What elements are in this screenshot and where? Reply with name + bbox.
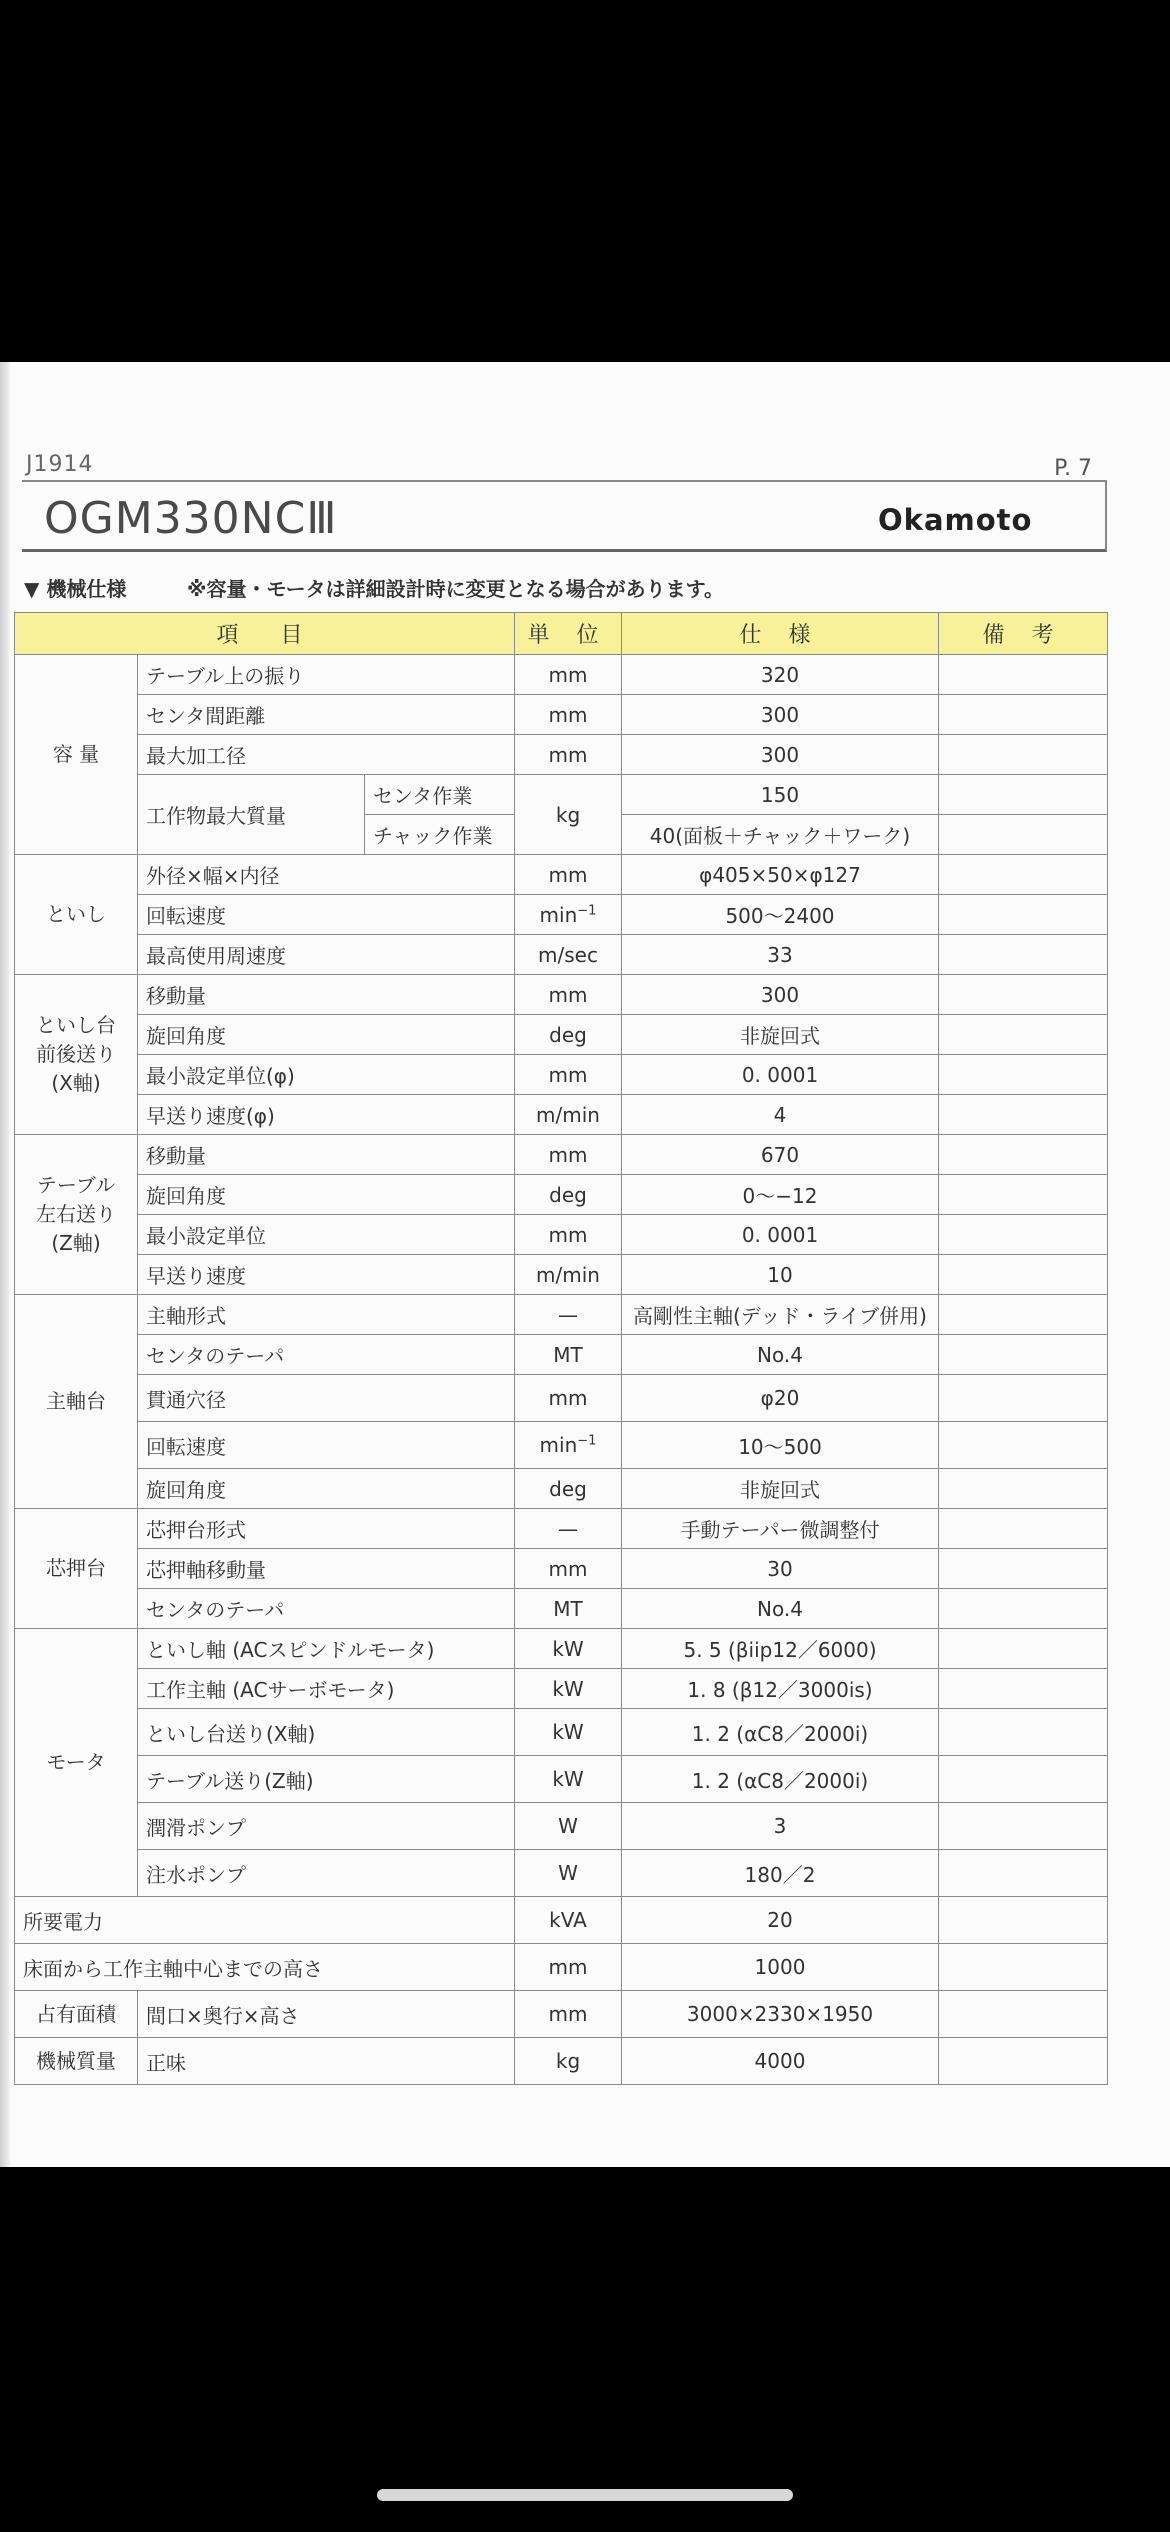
item-label: 最小設定単位 — [138, 1215, 515, 1255]
table-row — [15, 1469, 1108, 1509]
table-row — [15, 1135, 1108, 1175]
item-label: センタのテーパ — [138, 1589, 515, 1629]
spec-value: 300 — [622, 695, 939, 735]
section-heading: ▼ 機械仕様 — [24, 577, 127, 601]
table-row — [15, 1422, 1108, 1469]
unit-cell: mm — [515, 1135, 622, 1175]
remarks-cell — [939, 1803, 1108, 1850]
spec-value: 0. 0001 — [622, 1215, 939, 1255]
item-label: 旋回角度 — [138, 1469, 515, 1509]
table-row — [15, 775, 1108, 815]
remarks-cell — [939, 1944, 1108, 1991]
home-indicator[interactable] — [377, 2489, 793, 2501]
remarks-cell — [939, 855, 1108, 895]
item-label: 最小設定単位(φ) — [138, 1055, 515, 1095]
unit-superscript: −1 — [577, 902, 597, 918]
item-label: 貫通穴径 — [138, 1375, 515, 1422]
item-label: 移動量 — [138, 975, 515, 1015]
table-row — [15, 1589, 1108, 1629]
remarks-cell — [939, 1095, 1108, 1135]
remarks-cell — [939, 1991, 1108, 2038]
table-row — [15, 1850, 1108, 1897]
remarks-cell — [939, 1850, 1108, 1897]
spec-value: 33 — [622, 935, 939, 975]
table-row — [15, 1944, 1108, 1991]
spec-value: φ405×50×φ127 — [622, 855, 939, 895]
item-label: といし軸 (ACスピンドルモータ) — [138, 1629, 515, 1669]
table-row — [15, 1215, 1108, 1255]
group-label: 占有面積 — [15, 1991, 138, 2038]
table-row — [15, 1175, 1108, 1215]
item-label: 早送り速度 — [138, 1255, 515, 1295]
item-label: 主軸形式 — [138, 1295, 515, 1335]
remarks-cell — [939, 1669, 1108, 1709]
remarks-cell — [939, 1295, 1108, 1335]
brand-logo: Okamoto — [878, 503, 1033, 537]
item-label: 回転速度 — [138, 1422, 515, 1469]
remarks-cell — [939, 2038, 1108, 2085]
spec-value: No.4 — [622, 1589, 939, 1629]
item-label: 回転速度 — [138, 895, 515, 935]
spec-value: 500～2400 — [622, 895, 939, 935]
spec-value: 300 — [622, 735, 939, 775]
table-row — [15, 1549, 1108, 1589]
remarks-cell — [939, 1255, 1108, 1295]
unit-base: min — [539, 1433, 578, 1457]
spec-value: 0～−12 — [622, 1175, 939, 1215]
item-label: 間口×奥行×高さ — [138, 1991, 515, 2038]
unit-cell: m/min — [515, 1255, 622, 1295]
unit-cell — [515, 895, 622, 935]
spec-value: 高剛性主軸(デッド・ライブ併用) — [622, 1295, 939, 1335]
remarks-cell — [939, 1549, 1108, 1589]
header-spec: 仕 様 — [622, 613, 939, 655]
table-row — [15, 1255, 1108, 1295]
unit-cell: m/sec — [515, 935, 622, 975]
model-name: OGM330NCⅢ — [44, 493, 338, 544]
remarks-cell — [939, 1469, 1108, 1509]
header-item: 項 目 — [15, 613, 515, 655]
unit-cell: kg — [515, 775, 622, 855]
spec-value: 10～500 — [622, 1422, 939, 1469]
spec-value: 10 — [622, 1255, 939, 1295]
item-label: 最大加工径 — [138, 735, 515, 775]
remarks-cell — [939, 1175, 1108, 1215]
item-label: 潤滑ポンプ — [138, 1803, 515, 1850]
table-row — [15, 975, 1108, 1015]
item-label: テーブル送り(Z軸) — [138, 1756, 515, 1803]
table-row — [15, 1897, 1108, 1944]
unit-cell: mm — [515, 655, 622, 695]
item-label: 注水ポンプ — [138, 1850, 515, 1897]
item-label: 工作主軸 (ACサーボモータ) — [138, 1669, 515, 1709]
unit-cell: mm — [515, 1215, 622, 1255]
item-label: といし台送り(X軸) — [138, 1709, 515, 1756]
spec-value: 1. 2 (αC8／2000i) — [622, 1756, 939, 1803]
sub-item-label: センタ作業 — [365, 775, 515, 815]
unit-cell: kW — [515, 1756, 622, 1803]
table-row — [15, 935, 1108, 975]
table-row — [15, 1669, 1108, 1709]
remarks-cell — [939, 1135, 1108, 1175]
spec-value: 1. 2 (αC8／2000i) — [622, 1709, 939, 1756]
remarks-cell — [939, 1422, 1108, 1469]
unit-cell: MT — [515, 1335, 622, 1375]
spec-value: 3000×2330×1950 — [622, 1991, 939, 2038]
unit-cell: mm — [515, 1055, 622, 1095]
remarks-cell — [939, 1215, 1108, 1255]
spec-value: 4000 — [622, 2038, 939, 2085]
spec-value: φ20 — [622, 1375, 939, 1422]
group-label: といし — [15, 855, 138, 975]
table-row — [15, 655, 1108, 695]
spec-value: 5. 5 (βiip12／6000) — [622, 1629, 939, 1669]
unit-cell: kW — [515, 1669, 622, 1709]
remarks-cell — [939, 1335, 1108, 1375]
item-label: テーブル上の振り — [138, 655, 515, 695]
table-row — [15, 1095, 1108, 1135]
spec-value: 150 — [622, 775, 939, 815]
spec-value: 1000 — [622, 1944, 939, 1991]
unit-cell: deg — [515, 1175, 622, 1215]
group-label-line: (X軸) — [51, 1071, 101, 1095]
unit-cell: — — [515, 1295, 622, 1335]
remarks-cell — [939, 815, 1108, 855]
remarks-cell — [939, 1015, 1108, 1055]
item-label: 旋回角度 — [138, 1015, 515, 1055]
table-row — [15, 1756, 1108, 1803]
unit-cell — [515, 1422, 622, 1469]
table-row — [15, 695, 1108, 735]
group-label — [15, 1135, 138, 1295]
item-label: 移動量 — [138, 1135, 515, 1175]
spec-value: 手動テーパー微調整付 — [622, 1509, 939, 1549]
unit-base: min — [539, 902, 578, 927]
spec-value: 非旋回式 — [622, 1469, 939, 1509]
item-label: 所要電力 — [15, 1897, 515, 1944]
page-edge-shadow — [0, 362, 10, 2167]
item-label: 早送り速度(φ) — [138, 1095, 515, 1135]
spec-value: 300 — [622, 975, 939, 1015]
header-row — [15, 613, 1108, 655]
unit-cell: — — [515, 1509, 622, 1549]
remarks-cell — [939, 1509, 1108, 1549]
section-note: ※容量・モータは詳細設計時に変更となる場合があります。 — [187, 577, 725, 601]
group-label-line: (Z軸) — [51, 1231, 101, 1255]
table-row — [15, 1509, 1108, 1549]
table-row — [15, 1991, 1108, 2038]
spec-value: 3 — [622, 1803, 939, 1850]
remarks-cell — [939, 1375, 1108, 1422]
group-label-line: といし台 — [36, 1013, 116, 1037]
unit-cell: kVA — [515, 1897, 622, 1944]
unit-cell: MT — [515, 1589, 622, 1629]
item-label: 芯押軸移動量 — [138, 1549, 515, 1589]
spec-value: 670 — [622, 1135, 939, 1175]
group-label: 機械質量 — [15, 2038, 138, 2085]
remarks-cell — [939, 975, 1108, 1015]
item-label: 最高使用周速度 — [138, 935, 515, 975]
spec-value: 0. 0001 — [622, 1055, 939, 1095]
unit-cell: deg — [515, 1015, 622, 1055]
spec-value: 1. 8 (β12／3000is) — [622, 1669, 939, 1709]
remarks-cell — [939, 775, 1108, 815]
remarks-cell — [939, 1756, 1108, 1803]
unit-cell: W — [515, 1803, 622, 1850]
header-unit: 単 位 — [515, 613, 622, 655]
unit-cell: m/min — [515, 1095, 622, 1135]
remarks-cell — [939, 895, 1108, 935]
table-row — [15, 1015, 1108, 1055]
unit-cell: kg — [515, 2038, 622, 2085]
group-label: 主軸台 — [15, 1295, 138, 1509]
group-label: 芯押台 — [15, 1509, 138, 1629]
table-row — [15, 855, 1108, 895]
spec-table — [14, 612, 1108, 2085]
item-label: 芯押台形式 — [138, 1509, 515, 1549]
item-label: 床面から工作主軸中心までの高さ — [15, 1944, 515, 1991]
header-remarks: 備 考 — [939, 613, 1108, 655]
unit-cell: mm — [515, 975, 622, 1015]
spec-value: 非旋回式 — [622, 1015, 939, 1055]
unit-cell: deg — [515, 1469, 622, 1509]
remarks-cell — [939, 695, 1108, 735]
unit-cell: mm — [515, 1375, 622, 1422]
group-label-line: テーブル — [36, 1173, 116, 1197]
remarks-cell — [939, 1629, 1108, 1669]
remarks-cell — [939, 735, 1108, 775]
remarks-cell — [939, 935, 1108, 975]
spec-value: 40(面板＋チャック＋ワーク) — [622, 815, 939, 855]
item-label: 工作物最大質量 — [138, 775, 365, 855]
unit-cell: mm — [515, 1549, 622, 1589]
spec-value: No.4 — [622, 1335, 939, 1375]
unit-superscript: −1 — [577, 1433, 597, 1449]
page-number: P. 7 — [1054, 456, 1092, 481]
spec-value: 180／2 — [622, 1850, 939, 1897]
table-row — [15, 1055, 1108, 1095]
remarks-cell — [939, 1589, 1108, 1629]
spec-value: 4 — [622, 1095, 939, 1135]
table-row — [15, 1295, 1108, 1335]
unit-cell: mm — [515, 1944, 622, 1991]
table-row — [15, 1709, 1108, 1756]
unit-cell: kW — [515, 1629, 622, 1669]
item-label: センタのテーパ — [138, 1335, 515, 1375]
table-row — [15, 1629, 1108, 1669]
table-row — [15, 1335, 1108, 1375]
group-label: 容 量 — [15, 655, 138, 855]
item-label: センタ間距離 — [138, 695, 515, 735]
spec-value: 320 — [622, 655, 939, 695]
group-label: モータ — [15, 1629, 138, 1897]
spec-value: 20 — [622, 1897, 939, 1944]
group-label-line: 左右送り — [36, 1202, 116, 1226]
group-label — [15, 975, 138, 1135]
table-row — [15, 2038, 1108, 2085]
remarks-cell — [939, 1709, 1108, 1756]
remarks-cell — [939, 655, 1108, 695]
unit-cell: mm — [515, 855, 622, 895]
unit-cell: kW — [515, 1709, 622, 1756]
item-label: 外径×幅×内径 — [138, 855, 515, 895]
table-row — [15, 1803, 1108, 1850]
item-label: 正味 — [138, 2038, 515, 2085]
unit-cell: mm — [515, 695, 622, 735]
item-label: 旋回角度 — [138, 1175, 515, 1215]
unit-cell: mm — [515, 1991, 622, 2038]
remarks-cell — [939, 1897, 1108, 1944]
table-row — [15, 735, 1108, 775]
table-row — [15, 1375, 1108, 1422]
unit-cell: W — [515, 1850, 622, 1897]
unit-cell: mm — [515, 735, 622, 775]
spec-value: 30 — [622, 1549, 939, 1589]
sub-item-label: チャック作業 — [365, 815, 515, 855]
group-label-line: 前後送り — [36, 1042, 116, 1066]
document-number: J1914 — [26, 452, 94, 477]
table-row — [15, 895, 1108, 935]
remarks-cell — [939, 1055, 1108, 1095]
